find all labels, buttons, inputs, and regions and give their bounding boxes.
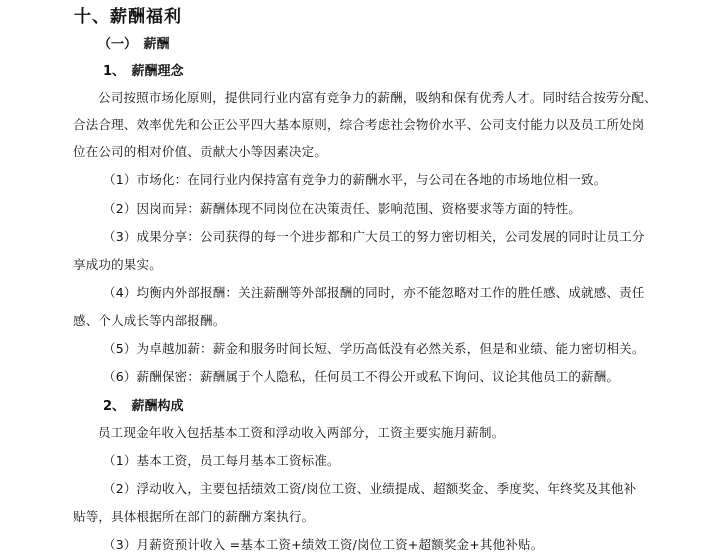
principle-position: （2）因岗而异：薪酬体现不同岗位在决策责任、影响范围、资格要求等方面的特性。 bbox=[103, 201, 582, 216]
principle-balance-line-2: 感、个人成长等内部报酬。 bbox=[73, 313, 226, 328]
structure-monthly-formula: （3）月薪资预计收入 =基本工资+绩效工资/岗位工资+超额奖金+其他补贴。 bbox=[103, 537, 544, 552]
philosophy-intro-line-3: 位在公司的相对价值、贡献大小等因素决定。 bbox=[73, 144, 328, 159]
principle-excellence: （5）为卓越加薪：薪金和服务时间长短、学历高低没有必然关系，但是和业绩、能力密切相关。 bbox=[103, 341, 645, 356]
philosophy-intro-line-1: 公司按照市场化原则，提供同行业内富有竞争力的薪酬，吸纳和保有优秀人才。同时结合按劳分配、 bbox=[98, 90, 657, 105]
heading-salary-philosophy: 1、 薪酬理念 bbox=[103, 64, 184, 79]
structure-intro: 员工现金年收入包括基本工资和浮动收入两部分，工资主要实施月薪制。 bbox=[98, 425, 505, 440]
principle-sharing-line-2: 享成功的果实。 bbox=[73, 257, 162, 272]
philosophy-intro-line-2: 合法合理、效率优先和公正公平四大基本原则，综合考虑社会物价水平、公司支付能力以及员工所处岗 bbox=[73, 117, 645, 132]
principle-balance-line-1: （4）均衡内外部报酬：关注薪酬等外部报酬的同时，亦不能忽略对工作的胜任感、成就感、责任 bbox=[103, 285, 645, 300]
structure-floating-line-2: 贴等，具体根据所在部门的薪酬方案执行。 bbox=[73, 509, 315, 524]
principle-sharing-line-1: （3）成果分享：公司获得的每一个进步都和广大员工的努力密切相关，公司发展的同时让员工分 bbox=[103, 229, 645, 244]
heading-salary-structure: 2、 薪酬构成 bbox=[103, 399, 184, 414]
structure-basic-salary: （1）基本工资，员工每月基本工资标准。 bbox=[103, 453, 340, 468]
principle-confidentiality: （6）薪酬保密：薪酬属于个人隐私，任何员工不得公开或私下询问、议论其他员工的薪酬。 bbox=[103, 369, 620, 384]
principle-market: （1）市场化：在同行业内保持富有竞争力的薪酬水平，与公司在各地的市场地位相一致。 bbox=[103, 172, 607, 187]
subsection-title: （一） 薪酬 bbox=[98, 37, 170, 52]
section-title: 十、薪酬福利 bbox=[74, 7, 182, 27]
structure-floating-line-1: （2）浮动收入，主要包括绩效工资/岗位工资、业绩提成、超额奖金、季度奖、年终奖及其他补 bbox=[103, 481, 637, 496]
